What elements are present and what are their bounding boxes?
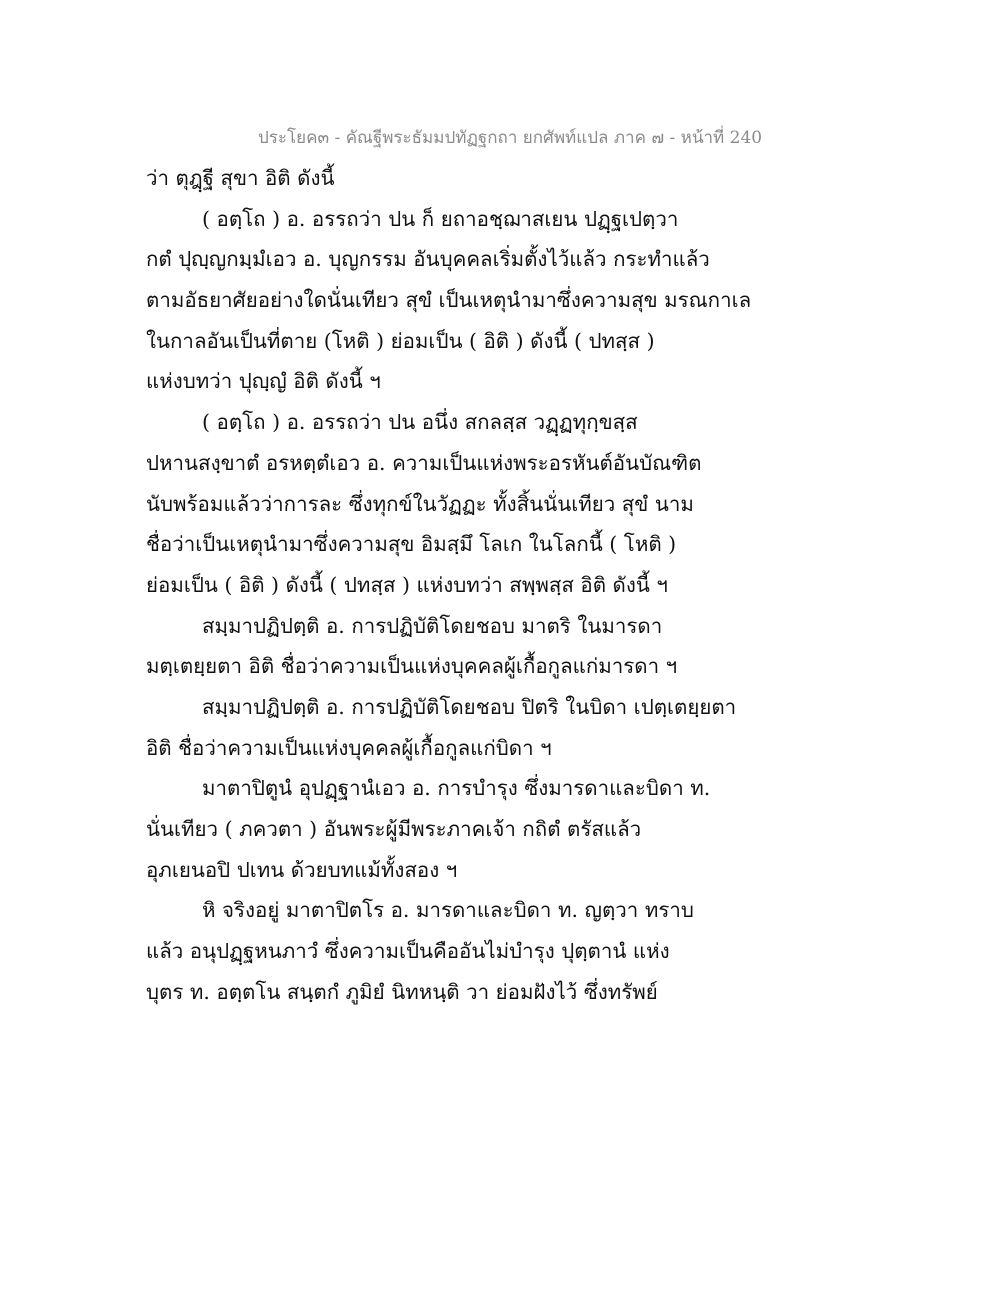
text-line: นั่นเทียว ( ภควตา ) อันพระผู้มีพระภาคเจ้า กถิตํ ตรัสแล้ว: [146, 817, 642, 841]
text-line: หิ จริงอยู่ มาตาปิตโร อ. มารดาและบิดา ท. ญตฺวา ทราบ: [202, 898, 694, 923]
text-line: ชื่อว่าเป็นเหตุนำมาซึ่งความสุข อิมสฺมึ โลเก ในโลกนี้ ( โหติ ): [146, 532, 677, 557]
text-line: ว่า ตุฎฺฐี สุขา อิติ ดังนี้: [146, 166, 335, 190]
text-line: สมฺมาปฏิปตฺติ อ. การปฏิบัติโดยชอบ ปิตริ ในบิดา เปตฺเตยฺยตา: [202, 694, 737, 719]
text-line: กตํ ปุญฺญกมฺมํเอว อ. บุญกรรม อันบุคคลเริ่มตั้งไว้แล้ว กระทำแล้ว: [146, 247, 710, 272]
text-line: แห่งบทว่า ปุญฺญํ อิติ ดังนี้ ฯ: [146, 369, 381, 394]
text-line: แล้ว อนุปฏฺฐหนภาวํ ซึ่งความเป็นคืออันไม่บำรุง ปุตฺตานํ แห่ง: [146, 939, 670, 964]
text-line: ตามอัธยาศัยอย่างใดนั่นเทียว สุขํ เป็นเหตุนำมาซึ่งความสุข มรณกาเล: [146, 288, 752, 313]
page-header: ประโยค๓ - คัณฐีพระธัมมปทัฏฐกถา ยกศัพท์แปล ภาค ๗ - หน้าที่ 240: [258, 128, 763, 148]
text-line: ย่อมเป็น ( อิติ ) ดังนี้ ( ปทสฺส ) แห่งบทว่า สพฺพสฺส อิติ ดังนี้ ฯ: [146, 572, 668, 597]
text-line: บุตร ท. อตฺตโน สนฺตกํ ภูมิยํ นิทหนฺติ วา ย่อมฝังไว้ ซึ่งทรัพย์: [146, 979, 658, 1004]
body-text: [146, 158, 866, 1012]
text-line: ( อตฺโถ ) อ. อรรถว่า ปน ก็ ยถาอชฺฌาสเยน ปฏฺฐเปตฺวา: [202, 206, 679, 231]
text-line: อิติ ชื่อว่าความเป็นแห่งบุคคลผู้เกื้อกูลแก่บิดา ฯ: [146, 735, 552, 760]
text-line: นับพร้อมแล้วว่าการละ ซึ่งทุกข์ในวัฏฏะ ทั้งสิ้นนั่นเทียว สุขํ นาม: [146, 491, 694, 516]
text-line: มาตาปิตูนํ อุปฏฺฐานํเอว อ. การบำรุง ซึ่งมารดาและบิดา ท.: [202, 776, 711, 801]
text-line: ในกาลอันเป็นที่ตาย (โหติ ) ย่อมเป็น ( อิติ ) ดังนี้ ( ปทสฺส ): [146, 328, 655, 353]
text-line: อุภเยนอปิ ปเทน ด้วยบทแม้ทั้งสอง ฯ: [146, 857, 458, 882]
text-line: ( อตฺโถ ) อ. อรรถว่า ปน อนึ่ง สกลสฺส วฏฺฏทุกฺขสฺส: [202, 410, 638, 435]
text-line: ปหานสงฺขาตํ อรหตฺตํเอว อ. ความเป็นแห่งพระอรหันต์อันบัณฑิต: [146, 450, 702, 475]
text-line: มตฺเตยฺยตา อิติ ชื่อว่าความเป็นแห่งบุคคลผู้เกื้อกูลแก่มารดา ฯ: [146, 654, 678, 679]
text-line: สมฺมาปฏิปตฺติ อ. การปฏิบัติโดยชอบ มาตริ ในมารดา: [202, 613, 663, 638]
